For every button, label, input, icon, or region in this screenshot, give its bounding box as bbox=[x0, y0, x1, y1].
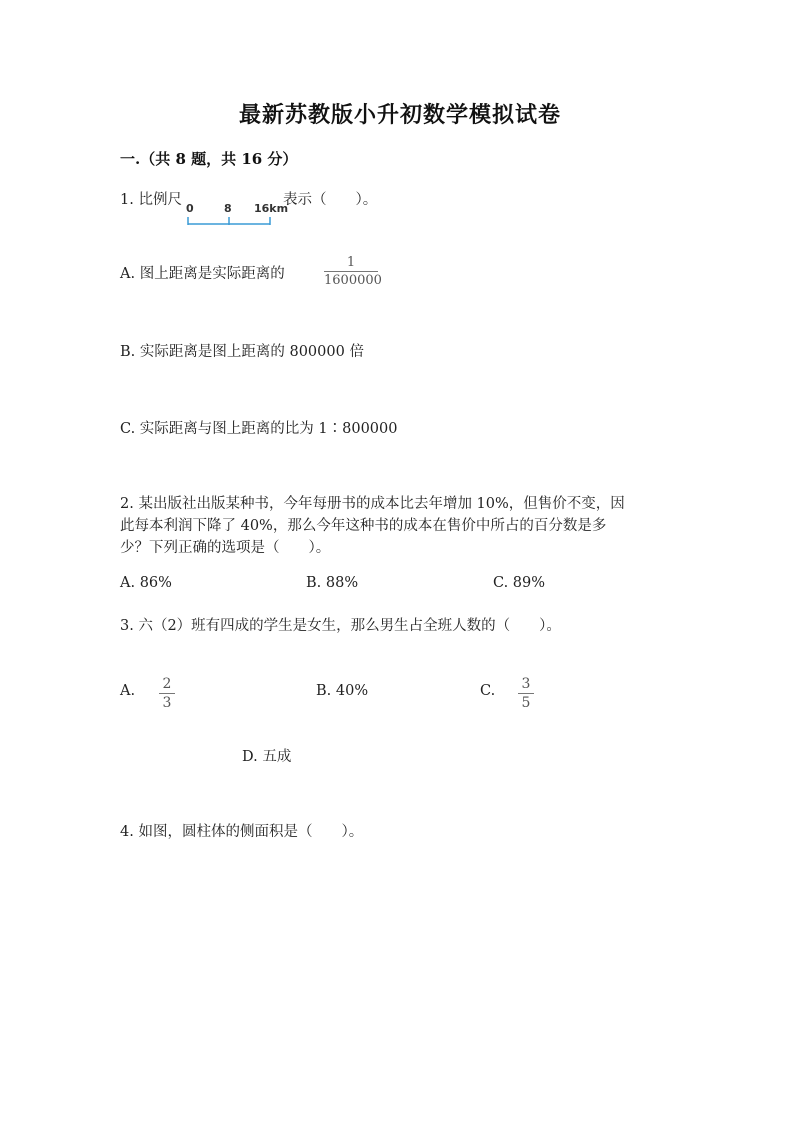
q3-option-c-label: C. bbox=[480, 683, 496, 699]
q3-option-c-fraction bbox=[518, 676, 534, 711]
fraction-bar bbox=[324, 271, 378, 272]
q4-stem: 4. 如图，圆柱体的侧面积是（ ）。 bbox=[120, 824, 364, 840]
fraction-denominator: 5 bbox=[521, 695, 531, 711]
scale-label-0: 0 bbox=[186, 202, 194, 215]
q3-option-a-label: A. bbox=[120, 683, 136, 699]
q3-stem: 3. 六（2）班有四成的学生是女生，那么男生占全班人数的（ ）。 bbox=[120, 618, 561, 634]
q2-option-a: A. 86% bbox=[120, 575, 172, 591]
fraction-bar bbox=[518, 693, 534, 694]
q2-stem-line3: 少？下列正确的选项是（ ）。 bbox=[120, 540, 331, 556]
q1-option-a-fraction bbox=[324, 255, 382, 288]
page-title: 最新苏教版小升初数学模拟试卷 bbox=[238, 102, 561, 128]
q1-suffix: 表示（ ）。 bbox=[283, 192, 378, 208]
q3-option-d: D. 五成 bbox=[242, 749, 292, 765]
section-heading: 一.（共 8 题，共 16 分） bbox=[120, 150, 298, 168]
fraction-numerator: 2 bbox=[162, 676, 172, 692]
fraction-numerator: 3 bbox=[521, 676, 531, 692]
q2-stem-line1: 2. 某出版社出版某种书，今年每册书的成本比去年增加 10%，但售价不变，因 bbox=[120, 496, 625, 512]
fraction-bar bbox=[159, 693, 175, 694]
q3-option-a-fraction bbox=[159, 676, 175, 711]
q1-option-b: B. 实际距离是图上距离的 800000 倍 bbox=[120, 344, 364, 360]
q2-stem-line2: 此每本利润下降了 40%，那么今年这种书的成本在售价中所占的百分数是多 bbox=[120, 518, 607, 534]
scale-label-8: 8 bbox=[224, 202, 232, 215]
fraction-denominator: 1600000 bbox=[324, 273, 382, 288]
scale-bar-line bbox=[186, 214, 276, 228]
scale-bar-figure bbox=[186, 200, 289, 228]
fraction-denominator: 3 bbox=[162, 695, 172, 711]
q2-option-b: B. 88% bbox=[306, 575, 359, 591]
q1-option-c: C. 实际距离与图上距离的比为 1∶800000 bbox=[120, 421, 398, 437]
fraction-numerator: 1 bbox=[346, 255, 356, 270]
scale-label-16km: 16km bbox=[254, 202, 289, 215]
q1-option-a: A. 图上距离是实际距离的 bbox=[120, 266, 285, 282]
q3-option-b: B. 40% bbox=[316, 683, 369, 699]
q2-option-c: C. 89% bbox=[493, 575, 546, 591]
q1-prefix: 1. 比例尺 bbox=[120, 192, 182, 208]
